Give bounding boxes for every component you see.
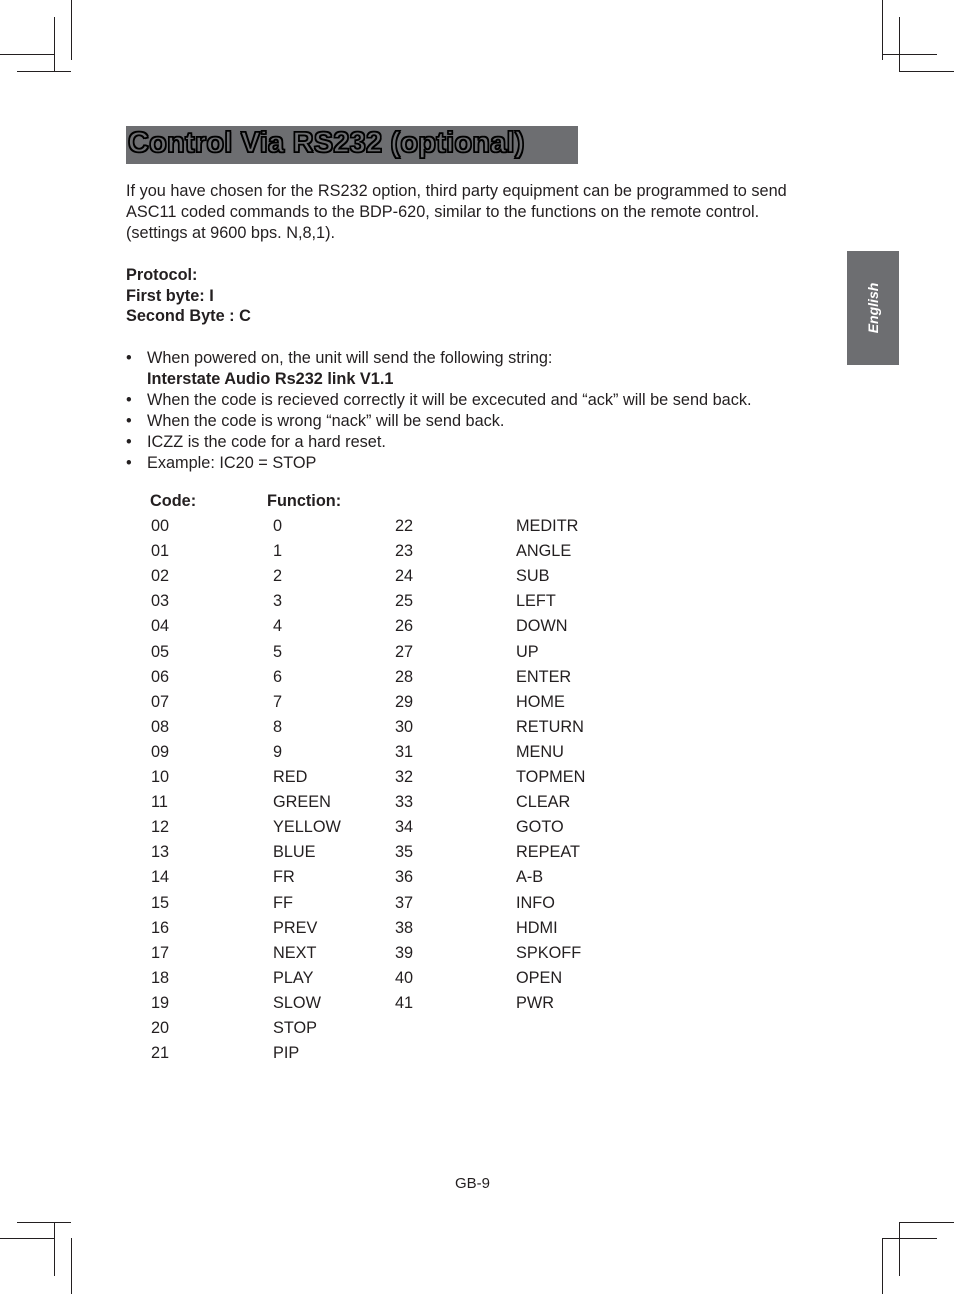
crop-mark — [899, 17, 900, 71]
protocol-second-byte: Second Byte : C — [126, 307, 251, 325]
code-value: 13 — [151, 843, 170, 862]
code-value: 03 — [151, 592, 170, 611]
code-value: 10 — [151, 768, 170, 786]
code-value: 37 — [395, 893, 414, 912]
bullet-item — [126, 348, 826, 390]
function-value: SPKOFF — [516, 943, 582, 962]
function-value: LEFT — [516, 592, 556, 611]
code-value: 26 — [395, 617, 414, 636]
crop-mark — [899, 1222, 900, 1276]
function-value: 7 — [273, 692, 283, 711]
code-value: 28 — [395, 667, 414, 686]
crop-mark — [0, 54, 54, 55]
crop-mark — [17, 71, 71, 72]
bullet-text: When powered on, the unit will send the following string: — [147, 349, 553, 367]
function-value: PREV — [273, 918, 318, 937]
function-value: OPEN — [516, 968, 563, 987]
function-value: STOP — [273, 1019, 318, 1037]
code-value: 15 — [151, 893, 170, 912]
crop-mark — [71, 1238, 72, 1294]
function-value: RED — [273, 768, 308, 786]
intro-paragraph: If you have chosen for the RS232 option, third party equipment can be programmed to send ASC11 coded commands to the BDP-620, similar to the functions on the remote control. (settings at 9600 bps. N,8,1). — [126, 182, 787, 242]
function-value: HDMI — [516, 918, 558, 937]
function-value: MEDITR — [516, 517, 579, 535]
function-value: SLOW — [273, 993, 321, 1012]
function-header: Function: — [267, 492, 342, 510]
code-value: 29 — [395, 692, 414, 711]
function-value: INFO — [516, 893, 555, 912]
crop-mark — [17, 1222, 71, 1223]
protocol-heading: Protocol: — [126, 266, 198, 284]
function-value: PIP — [273, 1044, 300, 1063]
function-value: HOME — [516, 692, 565, 711]
code-value: 38 — [395, 918, 414, 937]
function-value: BLUE — [273, 843, 316, 862]
crop-mark — [54, 17, 55, 71]
function-value: GOTO — [516, 818, 564, 837]
code-value: 25 — [395, 592, 414, 611]
code-header: Code: — [150, 492, 197, 510]
protocol-block — [126, 265, 251, 327]
code-value: 17 — [151, 943, 170, 962]
code-value: 32 — [395, 768, 414, 786]
code-value: 02 — [151, 567, 170, 586]
function-value: PWR — [516, 993, 554, 1012]
function-value: REPEAT — [516, 843, 580, 862]
bullet-dot: • — [126, 454, 132, 472]
bullet-item — [126, 453, 826, 474]
code-value: 19 — [151, 993, 170, 1012]
code-value: 18 — [151, 968, 170, 987]
crop-mark — [54, 1222, 55, 1276]
function-value: ANGLE — [516, 542, 572, 561]
code-value: 39 — [395, 943, 414, 962]
crop-mark — [0, 1238, 54, 1239]
bullet-dot: • — [126, 412, 132, 430]
language-tab — [847, 251, 899, 365]
code-value: 23 — [395, 542, 414, 561]
crop-mark — [882, 54, 937, 55]
language-tab-label: English — [865, 282, 881, 334]
bullet-item — [126, 411, 826, 432]
code-value: 07 — [151, 692, 170, 711]
code-value: 01 — [151, 542, 170, 561]
code-value: 34 — [395, 818, 414, 837]
function-value: MENU — [516, 742, 564, 761]
code-value: 06 — [151, 667, 170, 686]
code-value: 33 — [395, 793, 414, 812]
function-value: A-B — [516, 868, 544, 887]
crop-mark — [899, 71, 954, 72]
bullet-text: ICZZ is the code for a hard reset. — [147, 433, 386, 451]
code-value: 21 — [151, 1044, 170, 1063]
title-bar — [126, 126, 578, 164]
code-value: 35 — [395, 843, 414, 862]
function-value: RETURN — [516, 717, 584, 736]
code-value: 11 — [151, 793, 168, 812]
crop-mark — [882, 0, 883, 60]
bullet-text: When the code is wrong “nack” will be send back. — [147, 412, 505, 430]
function-value: DOWN — [516, 617, 568, 636]
code-value: 31 — [395, 742, 414, 761]
function-value: 2 — [273, 567, 283, 586]
code-value: 20 — [151, 1019, 170, 1037]
function-value: 0 — [273, 517, 283, 535]
function-value: UP — [516, 642, 539, 661]
code-value: 16 — [151, 918, 170, 937]
code-value: 08 — [151, 717, 170, 736]
function-value: 4 — [273, 617, 283, 636]
crop-mark — [882, 1238, 883, 1294]
function-value: 5 — [273, 642, 283, 661]
function-value: PLAY — [273, 968, 314, 987]
crop-mark — [899, 1222, 954, 1223]
code-value: 40 — [395, 968, 414, 987]
function-value: GREEN — [273, 793, 331, 812]
code-value: 24 — [395, 567, 414, 586]
code-value: 41 — [395, 993, 414, 1012]
function-value: FR — [273, 868, 295, 887]
function-value: YELLOW — [273, 818, 341, 837]
crop-mark — [882, 1238, 937, 1239]
crop-mark — [71, 0, 72, 60]
code-value: 12 — [151, 818, 170, 837]
code-value: 36 — [395, 868, 414, 887]
bullet-dot: • — [126, 433, 132, 451]
function-value: FF — [273, 893, 293, 912]
function-value: 9 — [273, 742, 283, 761]
code-value: 05 — [151, 642, 170, 661]
function-value: 6 — [273, 667, 283, 686]
function-value: 8 — [273, 717, 283, 736]
function-value: NEXT — [273, 943, 317, 962]
function-value: 3 — [273, 592, 283, 611]
bullet-list — [126, 348, 826, 474]
code-value: 22 — [395, 517, 414, 535]
code-value: 27 — [395, 642, 414, 661]
code-value: 14 — [151, 868, 170, 887]
page-number: GB-9 — [455, 1175, 491, 1192]
bullet-text: When the code is recieved correctly it will be excecuted and “ack” will be send back. — [147, 391, 752, 409]
bullet-item — [126, 390, 826, 411]
function-value: 1 — [273, 542, 283, 561]
function-value: CLEAR — [516, 793, 571, 812]
code-value: 00 — [151, 517, 170, 535]
bullet-dot: • — [126, 349, 132, 367]
bullet-dot: • — [126, 391, 132, 409]
function-value: SUB — [516, 567, 550, 586]
code-value: 30 — [395, 717, 414, 736]
page-title: Control Via RS232 (optional) — [128, 127, 525, 159]
function-value: ENTER — [516, 667, 572, 686]
function-value: TOPMEN — [516, 768, 586, 786]
protocol-first-byte: First byte: I — [126, 286, 214, 305]
bullet-text: Example: IC20 = STOP — [147, 454, 317, 472]
bullet-subtext: Interstate Audio Rs232 link V1.1 — [147, 370, 394, 388]
code-value: 04 — [151, 617, 170, 636]
bullet-item — [126, 432, 826, 453]
code-value: 09 — [151, 742, 170, 761]
